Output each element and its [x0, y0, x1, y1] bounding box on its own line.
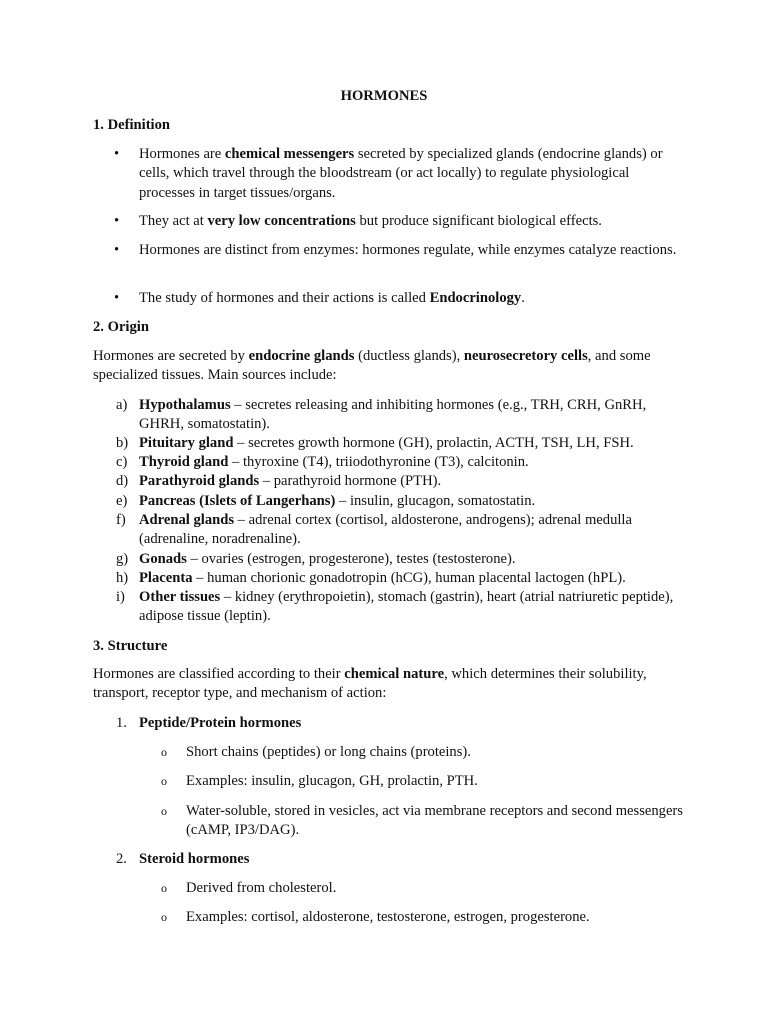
- origin-intro: [93, 347, 683, 386]
- text-run: secreted by specialized glands (endocrine glands) or cells, which travel through the bloodstream (or act locally) to regulate physiological processes in target tissues/organs.: [139, 146, 663, 201]
- structure-intro: [93, 665, 683, 704]
- sub-list-marker: o: [161, 774, 167, 788]
- list-marker: 1.: [116, 715, 127, 731]
- bold-term: endocrine glands: [248, 348, 355, 364]
- list-item-text: [139, 434, 699, 453]
- list-marker: h): [116, 570, 129, 586]
- bullet-text: [139, 241, 679, 260]
- bold-term: very low concentrations: [207, 213, 356, 229]
- text-run: Hormones are secreted by: [93, 348, 249, 364]
- text-run: Hormones are: [139, 146, 225, 162]
- gland-description: – kidney (erythropoietin), stomach (gastrin), heart (atrial natriuretic peptide), adipose tissue (leptin).: [139, 589, 674, 625]
- section-heading-structure: 3. Structure: [93, 638, 168, 654]
- sub-item-text: Examples: cortisol, aldosterone, testosterone, estrogen, progesterone.: [186, 909, 590, 925]
- gland-name: Pituitary gland: [139, 435, 234, 451]
- gland-name: Other tissues: [139, 589, 221, 605]
- list-marker: e): [116, 493, 128, 509]
- list-item-text: [139, 588, 679, 627]
- bold-term: chemical messengers: [224, 146, 355, 162]
- list-marker: b): [116, 435, 129, 451]
- gland-description: – human chorionic gonadotropin (hCG), human placental lactogen (hPL).: [192, 570, 626, 586]
- list-item-text: [139, 472, 679, 491]
- hormone-class-label: Peptide/Protein hormones: [139, 715, 302, 731]
- bullet-text: [139, 289, 679, 308]
- gland-description: – parathyroid hormone (PTH).: [259, 473, 442, 489]
- gland-name: Gonads: [139, 551, 187, 567]
- bullet-text: [139, 212, 679, 231]
- list-item-text: [139, 511, 679, 550]
- list-marker: c): [116, 454, 128, 470]
- gland-name: Thyroid gland: [139, 454, 229, 470]
- sub-list-marker: o: [161, 881, 167, 895]
- sub-item-text: Water-soluble, stored in vesicles, act via membrane receptors and second messengers (cAMP, IP3/DAG).: [186, 803, 683, 839]
- list-marker: a): [116, 397, 128, 413]
- bold-term: neurosecretory cells: [463, 348, 588, 364]
- gland-name: Adrenal glands: [139, 512, 235, 528]
- sub-list-marker: o: [161, 804, 167, 818]
- list-marker: i): [116, 589, 125, 605]
- bullet-marker: •: [114, 146, 120, 162]
- list-item-text: [139, 453, 679, 472]
- gland-name: Parathyroid glands: [139, 473, 260, 489]
- sub-list-marker: o: [161, 910, 167, 924]
- bullet-marker: •: [114, 213, 120, 229]
- sub-item-text: Derived from cholesterol.: [186, 880, 337, 896]
- section-heading-definition: 1. Definition: [93, 117, 171, 133]
- text-run: Hormones are classified according to their: [93, 666, 345, 682]
- text-run: The study of hormones and their actions is called: [139, 290, 430, 306]
- bullet-marker: •: [114, 290, 120, 306]
- section-heading-origin: 2. Origin: [93, 319, 149, 335]
- page-title: HORMONES: [340, 88, 428, 104]
- list-marker: d): [116, 473, 129, 489]
- list-item-text: [139, 550, 679, 569]
- text-run: , and some specialized tissues. Main sources include:: [93, 348, 651, 384]
- sub-item-text: Examples: insulin, glucagon, GH, prolactin, PTH.: [186, 773, 478, 789]
- hormone-class-label: Steroid hormones: [139, 851, 250, 867]
- bullet-marker: •: [114, 242, 120, 258]
- gland-name: Pancreas (Islets of Langerhans): [139, 493, 336, 509]
- text-run: , which determines their solubility, transport, receptor type, and mechanism of action:: [93, 666, 647, 702]
- gland-description: – ovaries (estrogen, progesterone), testes (testosterone).: [186, 551, 516, 567]
- gland-name: Hypothalamus: [139, 397, 231, 413]
- bullet-text: [139, 145, 679, 203]
- list-marker: g): [116, 551, 129, 567]
- text-run: .: [521, 290, 525, 306]
- gland-description: – secretes releasing and inhibiting hormones (e.g., TRH, CRH, GnRH, GHRH, somatostatin).: [139, 397, 647, 433]
- bold-term: chemical nature: [344, 666, 445, 682]
- gland-description: – thyroxine (T4), triiodothyronine (T3), calcitonin.: [228, 454, 529, 470]
- gland-description: – adrenal cortex (cortisol, aldosterone, androgens); adrenal medulla (adrenaline, noradrenaline).: [139, 512, 632, 548]
- gland-description: – insulin, glucagon, somatostatin.: [335, 493, 536, 509]
- bold-term: Endocrinology: [429, 290, 522, 306]
- list-item-text: [139, 396, 679, 435]
- list-item-text: [139, 492, 679, 511]
- list-item-text: [139, 569, 679, 588]
- text-run: They act at: [139, 213, 208, 229]
- gland-name: Placenta: [139, 570, 193, 586]
- text-run: but produce significant biological effects.: [355, 213, 602, 229]
- sub-list-marker: o: [161, 745, 167, 759]
- gland-description: – secretes growth hormone (GH), prolactin, ACTH, TSH, LH, FSH.: [233, 435, 634, 451]
- sub-item-text: Short chains (peptides) or long chains (proteins).: [186, 744, 471, 760]
- list-marker: 2.: [116, 851, 127, 867]
- text-run: Hormones are distinct from enzymes: hormones regulate, while enzymes catalyze reactions.: [139, 242, 677, 258]
- list-marker: f): [116, 512, 126, 528]
- text-run: (ductless glands),: [354, 348, 464, 364]
